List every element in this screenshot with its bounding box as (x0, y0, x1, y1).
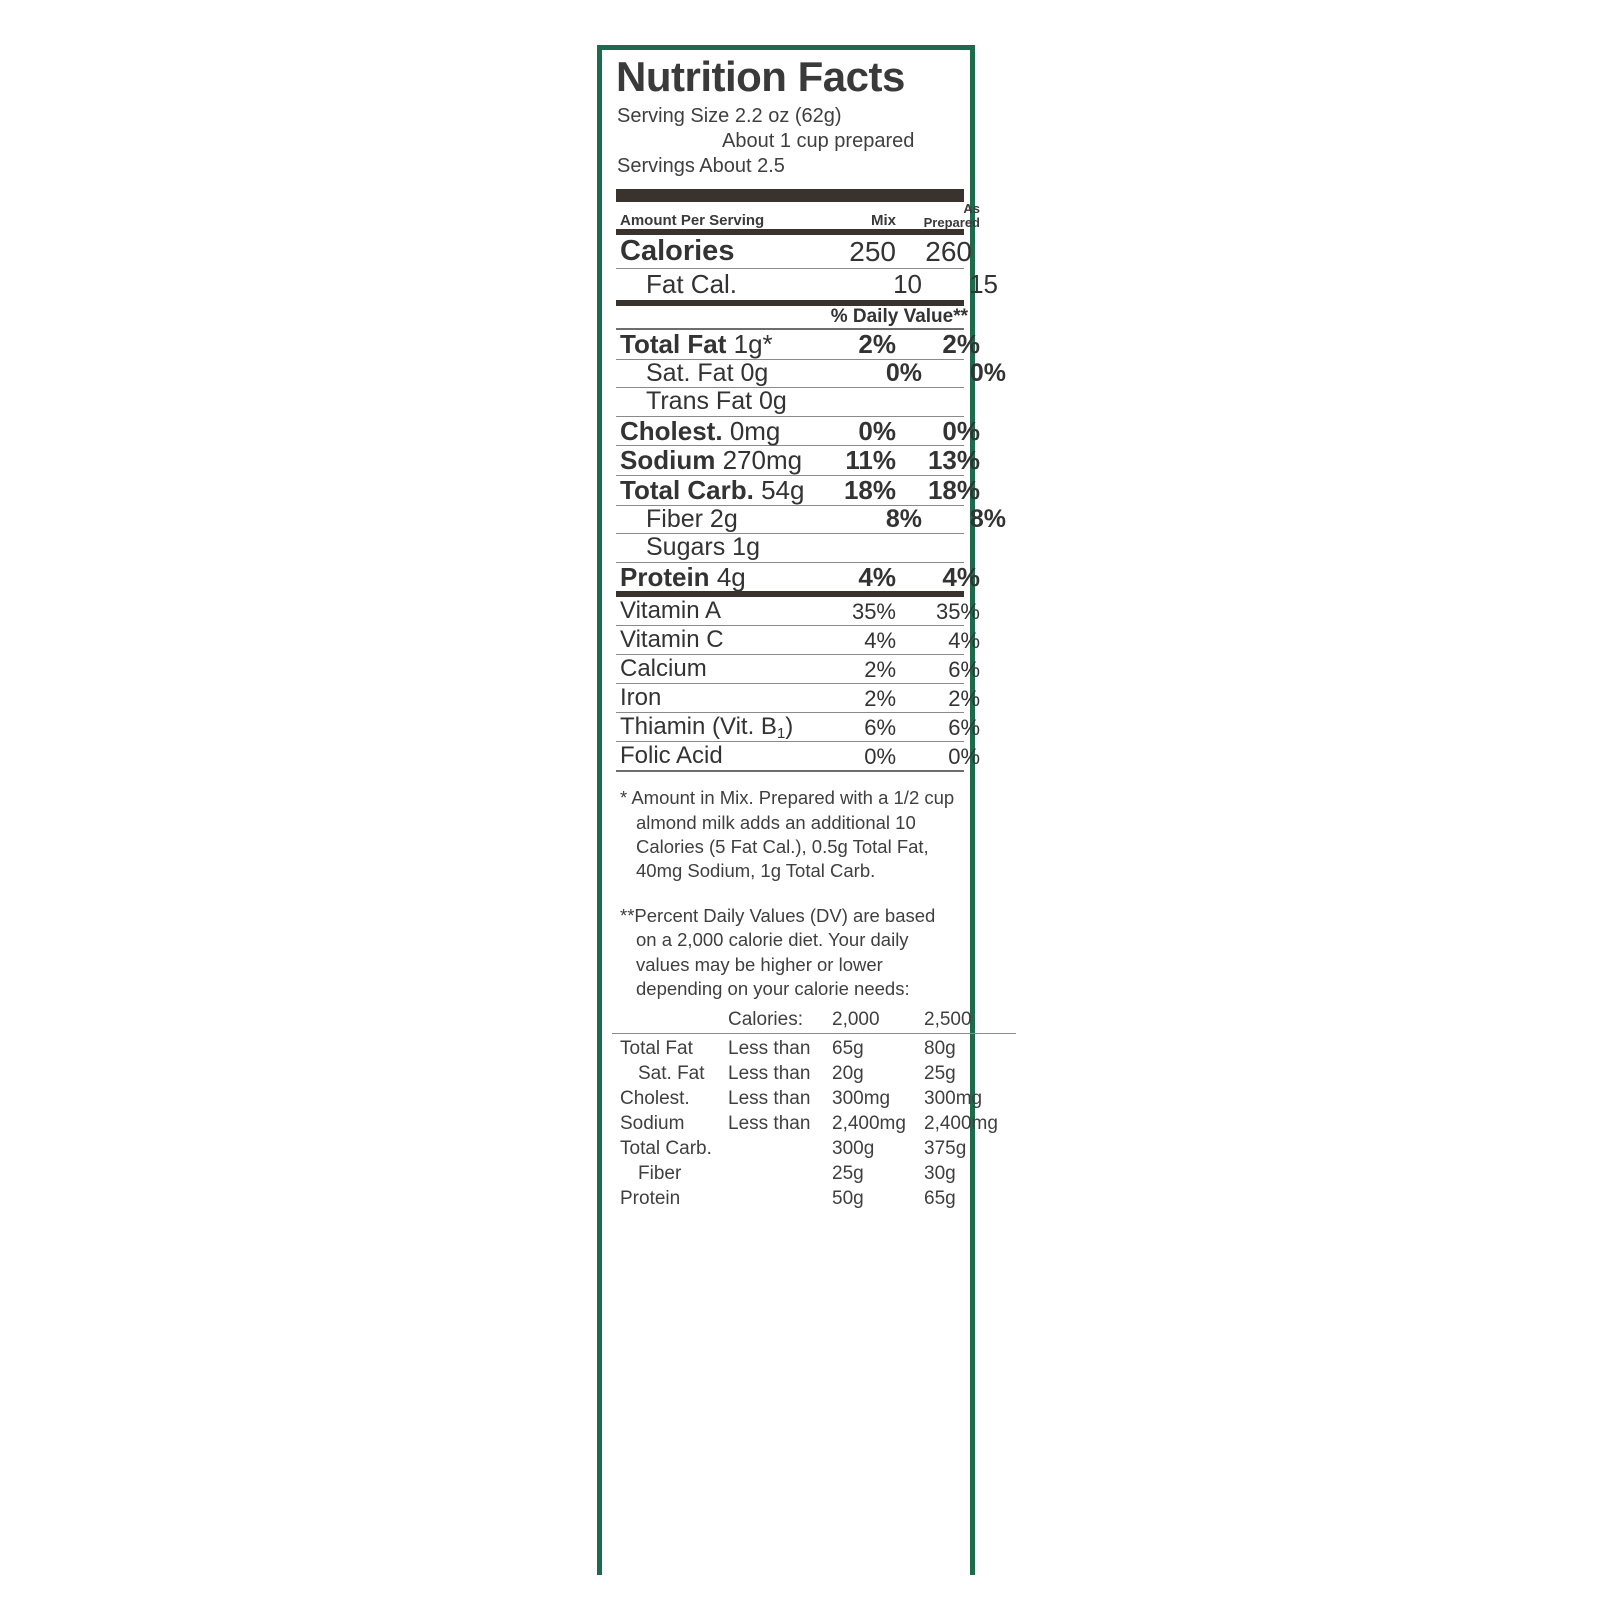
table-row (612, 360, 1014, 388)
nutrient-rows (612, 388, 1014, 416)
dv-row-2500: 2,400mg (924, 1113, 998, 1134)
vitamin-name: Folic Acid (620, 742, 723, 770)
nutrient-rows (612, 360, 1014, 388)
fat-calories-row (612, 269, 998, 300)
nutrient-amount: 1g* (733, 329, 773, 360)
nutrient-name: Sat. Fat (646, 358, 734, 387)
dv-table-header-row (612, 1008, 1016, 1034)
fat-calories-prepared: 15 (969, 269, 998, 300)
dv-row-2000: 300mg (832, 1088, 891, 1109)
vitamin-mix: 2% (864, 657, 896, 683)
dv-row-2000: 65g (832, 1038, 864, 1059)
table-row (612, 626, 988, 654)
nutrient-mix: 8% (885, 504, 922, 533)
dv-row-2500: 30g (924, 1163, 956, 1184)
dv-row-2500: 300mg (924, 1088, 983, 1109)
calories-label: Calories (620, 235, 735, 268)
vitamin-prepared: 6% (948, 715, 980, 741)
table-row (612, 388, 1014, 416)
nutrient-amount: 270mg (722, 445, 803, 476)
table-row (612, 476, 988, 505)
dv-row-2500: 65g (924, 1188, 956, 1209)
serving-size-note: About 1 cup prepared (722, 130, 915, 152)
dv-row-2000: 50g (832, 1188, 864, 1209)
vitamin-prepared: 4% (948, 628, 980, 654)
dv-row-name: Protein (620, 1188, 681, 1209)
amount-per-serving-label: Amount Per Serving (620, 212, 765, 230)
dv-row-name: Total Fat (620, 1038, 693, 1059)
vitamin-prepared: 0% (948, 744, 980, 770)
table-row (612, 330, 988, 359)
vitamin-prepared: 2% (948, 686, 980, 712)
dv-row-qualifier (728, 1187, 832, 1212)
nutrient-mix: 4% (858, 561, 896, 592)
vitamin-mix: 6% (864, 715, 896, 741)
dv-row-qualifier (728, 1162, 832, 1187)
table-row (612, 1162, 1016, 1187)
table-row (612, 742, 988, 770)
dv-row-2000: 20g (832, 1063, 864, 1084)
footnote-star: * Amount in Mix. Prepared with a 1/2 cup almond milk adds an additional 10 Calories (5 Fat Cal.), 0.5g Total Fat, 40mg Sodium, 1g Total Carb. (620, 787, 955, 882)
vitamin-rows (612, 597, 988, 625)
dv-row-name: Cholest. (620, 1088, 690, 1109)
vitamin-mix: 35% (851, 599, 896, 625)
calories-prepared: 260 (925, 236, 972, 268)
nutrient-mix (842, 388, 930, 416)
dv-row-2000: 300g (832, 1138, 875, 1159)
table-row (612, 597, 988, 625)
nutrient-prepared: 13% (927, 445, 980, 476)
table-row (612, 446, 988, 475)
nutrient-amount: 4g (716, 561, 746, 592)
nutrient-prepared: 4% (942, 561, 980, 592)
nutrient-amount: 0g (740, 358, 769, 387)
table-row (612, 1062, 1016, 1087)
dv-row-qualifier: Less than (728, 1088, 811, 1109)
daily-value-header-table (612, 306, 968, 328)
dv-row-name: Total Carb. (620, 1138, 712, 1159)
vitamin-mix: 4% (864, 628, 896, 654)
nutrient-amount: 0mg (729, 415, 781, 446)
table-row (612, 1087, 1016, 1112)
vitamin-name: Vitamin C (620, 626, 724, 654)
table-row (612, 1137, 1016, 1162)
vitamin-prepared: 35% (935, 599, 980, 625)
dv-row-name: Sodium (620, 1113, 685, 1134)
footnote-daily-value: **Percent Daily Values (DV) are based on a 2,000 calorie diet. Your daily values may be higher or lower depending on your calorie needs: (620, 904, 936, 1000)
dv-calories-label: Calories: (728, 1009, 803, 1030)
table-row (612, 506, 1014, 534)
nutrient-rows (612, 417, 988, 446)
nutrient-name: Fiber (646, 504, 703, 533)
table-row (612, 417, 988, 446)
vitamin-rows (612, 684, 988, 712)
dv-row-name: Sat. Fat (638, 1063, 705, 1084)
nutrient-rows (612, 506, 1014, 534)
vitamin-name: Calcium (620, 655, 707, 683)
fat-calories-table (612, 269, 998, 300)
calories-row (612, 235, 972, 268)
dv-row-qualifier: Less than (728, 1113, 811, 1134)
table-row (612, 713, 988, 741)
dv-row-qualifier: Less than (728, 1063, 811, 1084)
vitamin-mix: 0% (864, 744, 896, 770)
vitamin-name: Vitamin A (620, 597, 721, 625)
nutrient-rows (612, 446, 988, 475)
calories-mix: 250 (849, 236, 896, 268)
nutrition-table (612, 202, 988, 229)
serving-size: Serving Size 2.2 oz (62g) (617, 105, 842, 127)
nutrient-name: Total Carb. (620, 475, 754, 506)
nutrient-name: Trans Fat (646, 387, 753, 416)
nutrient-rows (612, 563, 988, 592)
dv-row-qualifier: Less than (728, 1038, 811, 1059)
dv-row-2500: 25g (924, 1063, 956, 1084)
nutrient-prepared: 2% (942, 329, 980, 360)
dv-row-2000: 25g (832, 1163, 864, 1184)
daily-value-header-row (612, 306, 968, 328)
table-row (612, 563, 988, 592)
divider-thin-2 (616, 770, 964, 772)
fat-calories-mix: 10 (893, 269, 922, 300)
nutrient-mix: 18% (843, 475, 896, 506)
daily-value-header: % Daily Value** (830, 306, 968, 328)
nutrient-prepared (930, 388, 1014, 416)
nutrient-prepared: 0% (942, 415, 980, 446)
nutrient-prepared (930, 534, 1014, 562)
nutrient-mix: 0% (885, 358, 922, 387)
daily-value-reference-table (612, 1008, 1016, 1212)
vitamin-rows (612, 713, 988, 741)
dv-row-2500: 375g (924, 1138, 967, 1159)
table-row (612, 534, 1014, 562)
vitamin-name: Iron (620, 684, 662, 712)
nutrient-amount: 1g (732, 533, 760, 562)
nutrient-prepared: 0% (969, 358, 1006, 387)
fat-calories-label: Fat Cal. (646, 269, 738, 300)
vitamin-prepared: 6% (948, 657, 980, 683)
column-header-prepared: As Prepared (923, 201, 980, 230)
dv-row-2000: 2,400mg (832, 1113, 906, 1134)
nutrient-rows (612, 330, 988, 359)
nutrient-amount: 2g (709, 504, 738, 533)
table-header-row (612, 202, 988, 229)
table-row (612, 655, 988, 683)
vitamin-rows (612, 626, 988, 654)
nutrient-mix (842, 534, 930, 562)
dv-header-2500: 2,500 (924, 1009, 972, 1030)
nutrient-amount: 0g (759, 387, 787, 416)
table-row (612, 1112, 1016, 1137)
nutrition-facts-label (612, 53, 1006, 1576)
nutrient-amount: 54g (761, 475, 805, 506)
nutrient-mix: 2% (858, 329, 896, 360)
dv-header-2000: 2,000 (832, 1009, 880, 1030)
nutrient-rows (612, 476, 988, 505)
nutrient-name: Cholest. (620, 415, 723, 446)
nutrient-prepared: 8% (969, 504, 1006, 533)
dv-row-qualifier (728, 1137, 832, 1162)
dv-row-name: Fiber (638, 1163, 682, 1184)
divider-thick-top (616, 189, 964, 202)
nutrient-prepared: 18% (927, 475, 980, 506)
servings-per-container: Servings About 2.5 (617, 155, 785, 177)
column-header-mix: Mix (870, 212, 896, 230)
dv-row-2500: 80g (924, 1038, 956, 1059)
nutrient-name: Total Fat (620, 329, 727, 360)
calories-table (612, 235, 972, 268)
vitamin-name: Thiamin (Vit. $B_1$) (620, 713, 794, 742)
nutrient-name: Protein (620, 561, 710, 592)
vitamin-rows (612, 655, 988, 683)
vitamin-mix: 2% (864, 686, 896, 712)
table-row (612, 1037, 1016, 1062)
nutrient-name: Sodium (620, 445, 716, 476)
vitamin-rows (612, 742, 988, 770)
nutrient-mix: 11% (845, 445, 896, 476)
nutrient-rows (612, 534, 1014, 562)
table-row (612, 1187, 1016, 1212)
nutrient-mix: 0% (858, 415, 896, 446)
nutrient-name: Sugars (646, 533, 726, 562)
table-row (612, 684, 988, 712)
page-title: Nutrition Facts (616, 53, 905, 100)
